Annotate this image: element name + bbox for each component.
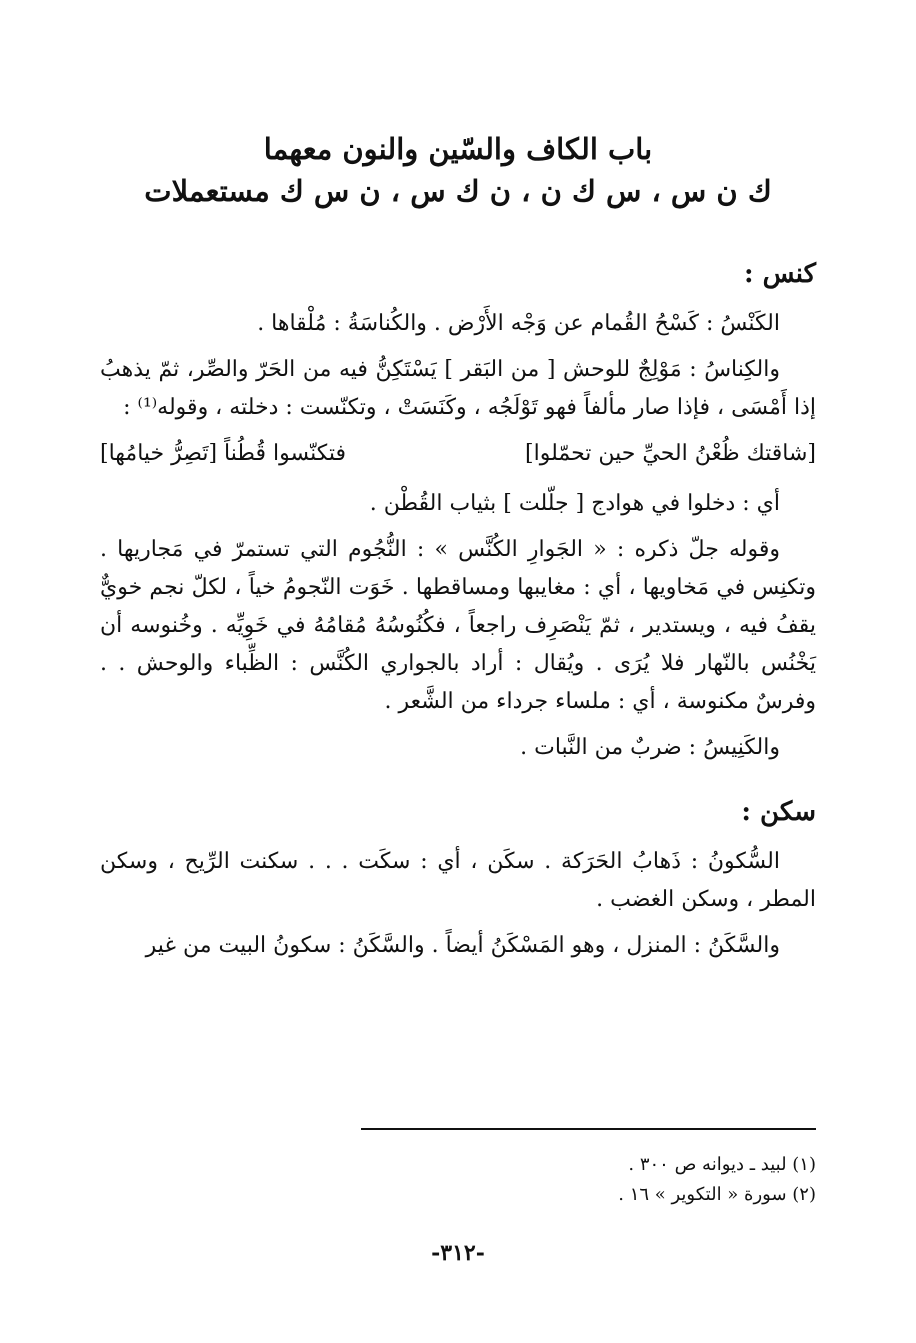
document-body [100,255,816,973]
paragraph: وقوله جلّ ذكره : « الجَوارِ الكُنَّس » : النُّجُوم التي تستمرّ في مَجاريها . وتكنِس في مَخاويها ، أي : مغايبها ومساقطها . خَوَت النّجومُ خياً ، لكلّ نجم خويٌّ يقفُ فيه ، ويستدير ، ثمّ يَنْصَرِف راجعاً ، فكُنُوسُهُ مُقامُهُ في خَوِيِّه . وخُنوسه أن يَخْنُس بالنّهار فلا يُرَى . ويُقال : أراد بالجواري الكُنَّس : الظِّباء والوحش . . وفرسٌ مكنوسة ، أي : ملساء جرداء من الشَّعر . [100,537,816,714]
chapter-title: باب الكاف والسّين والنون معهما [263,132,653,166]
paragraph: والسَّكَنُ : المنزل ، وهو المَسْكَنُ أيضاً . والسَّكَنُ : سكونُ البيت من غير [145,933,780,958]
chapter-header [100,128,816,212]
footnote-1: (١) لبيد ـ ديوانه ص ٣٠٠ . [628,1154,816,1175]
entry-heading-kns: كنس : [743,259,816,289]
chapter-subtitle: ك ن س ، س ك ن ، ن ك س ، ن س ك مستعملات [144,174,772,208]
paragraph: الكَنْسُ : كَسْحُ القُمام عن وَجْه الأَرْض . والكُناسَةُ : مُلْقاها . [257,311,780,336]
footnote-2: (٢) سورة « التكوير » ١٦ . [618,1184,816,1205]
paragraph: السُّكونُ : ذَهابُ الحَرَكة . سكَن ، أي : سكَت . . . سكنت الرِّيح ، وسكن المطر ، وسكن الغضب . [100,849,816,912]
paragraph: أي : دخلوا في هوادج [ جلّلت ] بثياب القُطْن . [369,491,780,516]
poetry-verse [100,435,816,473]
verse-first-hemistich: [شاقتك ظُعْنُ الحيِّ حين تحمّلوا] [525,441,816,466]
paragraph: والكِناسُ : مَوْلِجٌ للوحش [ من البَقر ] يَسْتَكِنُّ فيه من الحَرّ والصِّر، ثمّ يذهبُ إذا أَمْسَى ، فإذا صار مألفاً فهو تَوْلَجُه ، وكَنَسَتْ ، وتكنّست : دخلته ، وقوله⁽¹⁾ : [100,357,816,420]
paragraph: والكَنِيسُ : ضربٌ من النَّبات . [520,735,780,760]
footnote-divider [361,1128,816,1130]
footnotes [356,1150,816,1210]
verse-second-hemistich: فتكنّسوا قُطُناً [تَصِرُّ خيامُها] [100,441,347,466]
entry-heading-skn: سكن : [741,797,816,827]
page-number: -٣١٢- [431,1240,485,1266]
